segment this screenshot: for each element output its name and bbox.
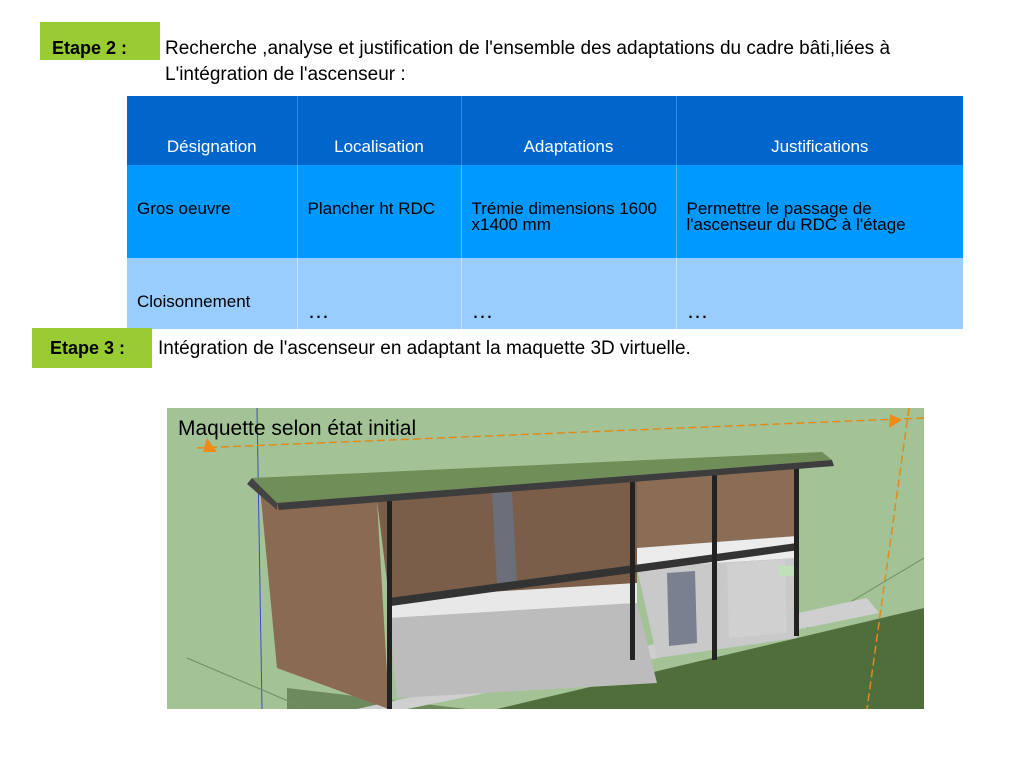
step-3-badge: Etape 3 : [32,328,152,368]
cell-designation: Cloisonnement [127,258,297,329]
step-3-description: Intégration de l'ascenseur en adaptant la maquette 3D virtuelle. [158,338,691,359]
header-localisation: Localisation [297,96,461,165]
step-2-description: Recherche ,analyse et justification de l'ensemble des adaptations du cadre bâti,liées à L'intégration de l'ascenseur : [165,38,891,85]
cell-justifications: … [676,258,963,329]
step-2-badge: Etape 2 : [40,22,160,60]
table-header-row [127,96,963,165]
table-row [127,165,963,258]
house-model-illustration [167,408,924,709]
cell-adaptations: … [461,258,676,329]
cell-designation: Gros oeuvre [127,165,297,258]
header-justifications: Justifications [676,96,963,165]
adaptations-table [127,96,963,329]
cell-justifications: Permettre le passage de l'ascenseur du RDC à l'étage [676,165,963,258]
figure-caption: Maquette selon état initial [178,417,417,440]
cell-localisation: … [297,258,461,329]
table-row [127,258,963,329]
header-adaptations: Adaptations [461,96,676,165]
cell-localisation: Plancher ht RDC [297,165,461,258]
3d-model-view [167,408,924,709]
header-designation: Désignation [127,96,297,165]
cell-adaptations: Trémie dimensions 1600 x1400 mm [461,165,676,258]
